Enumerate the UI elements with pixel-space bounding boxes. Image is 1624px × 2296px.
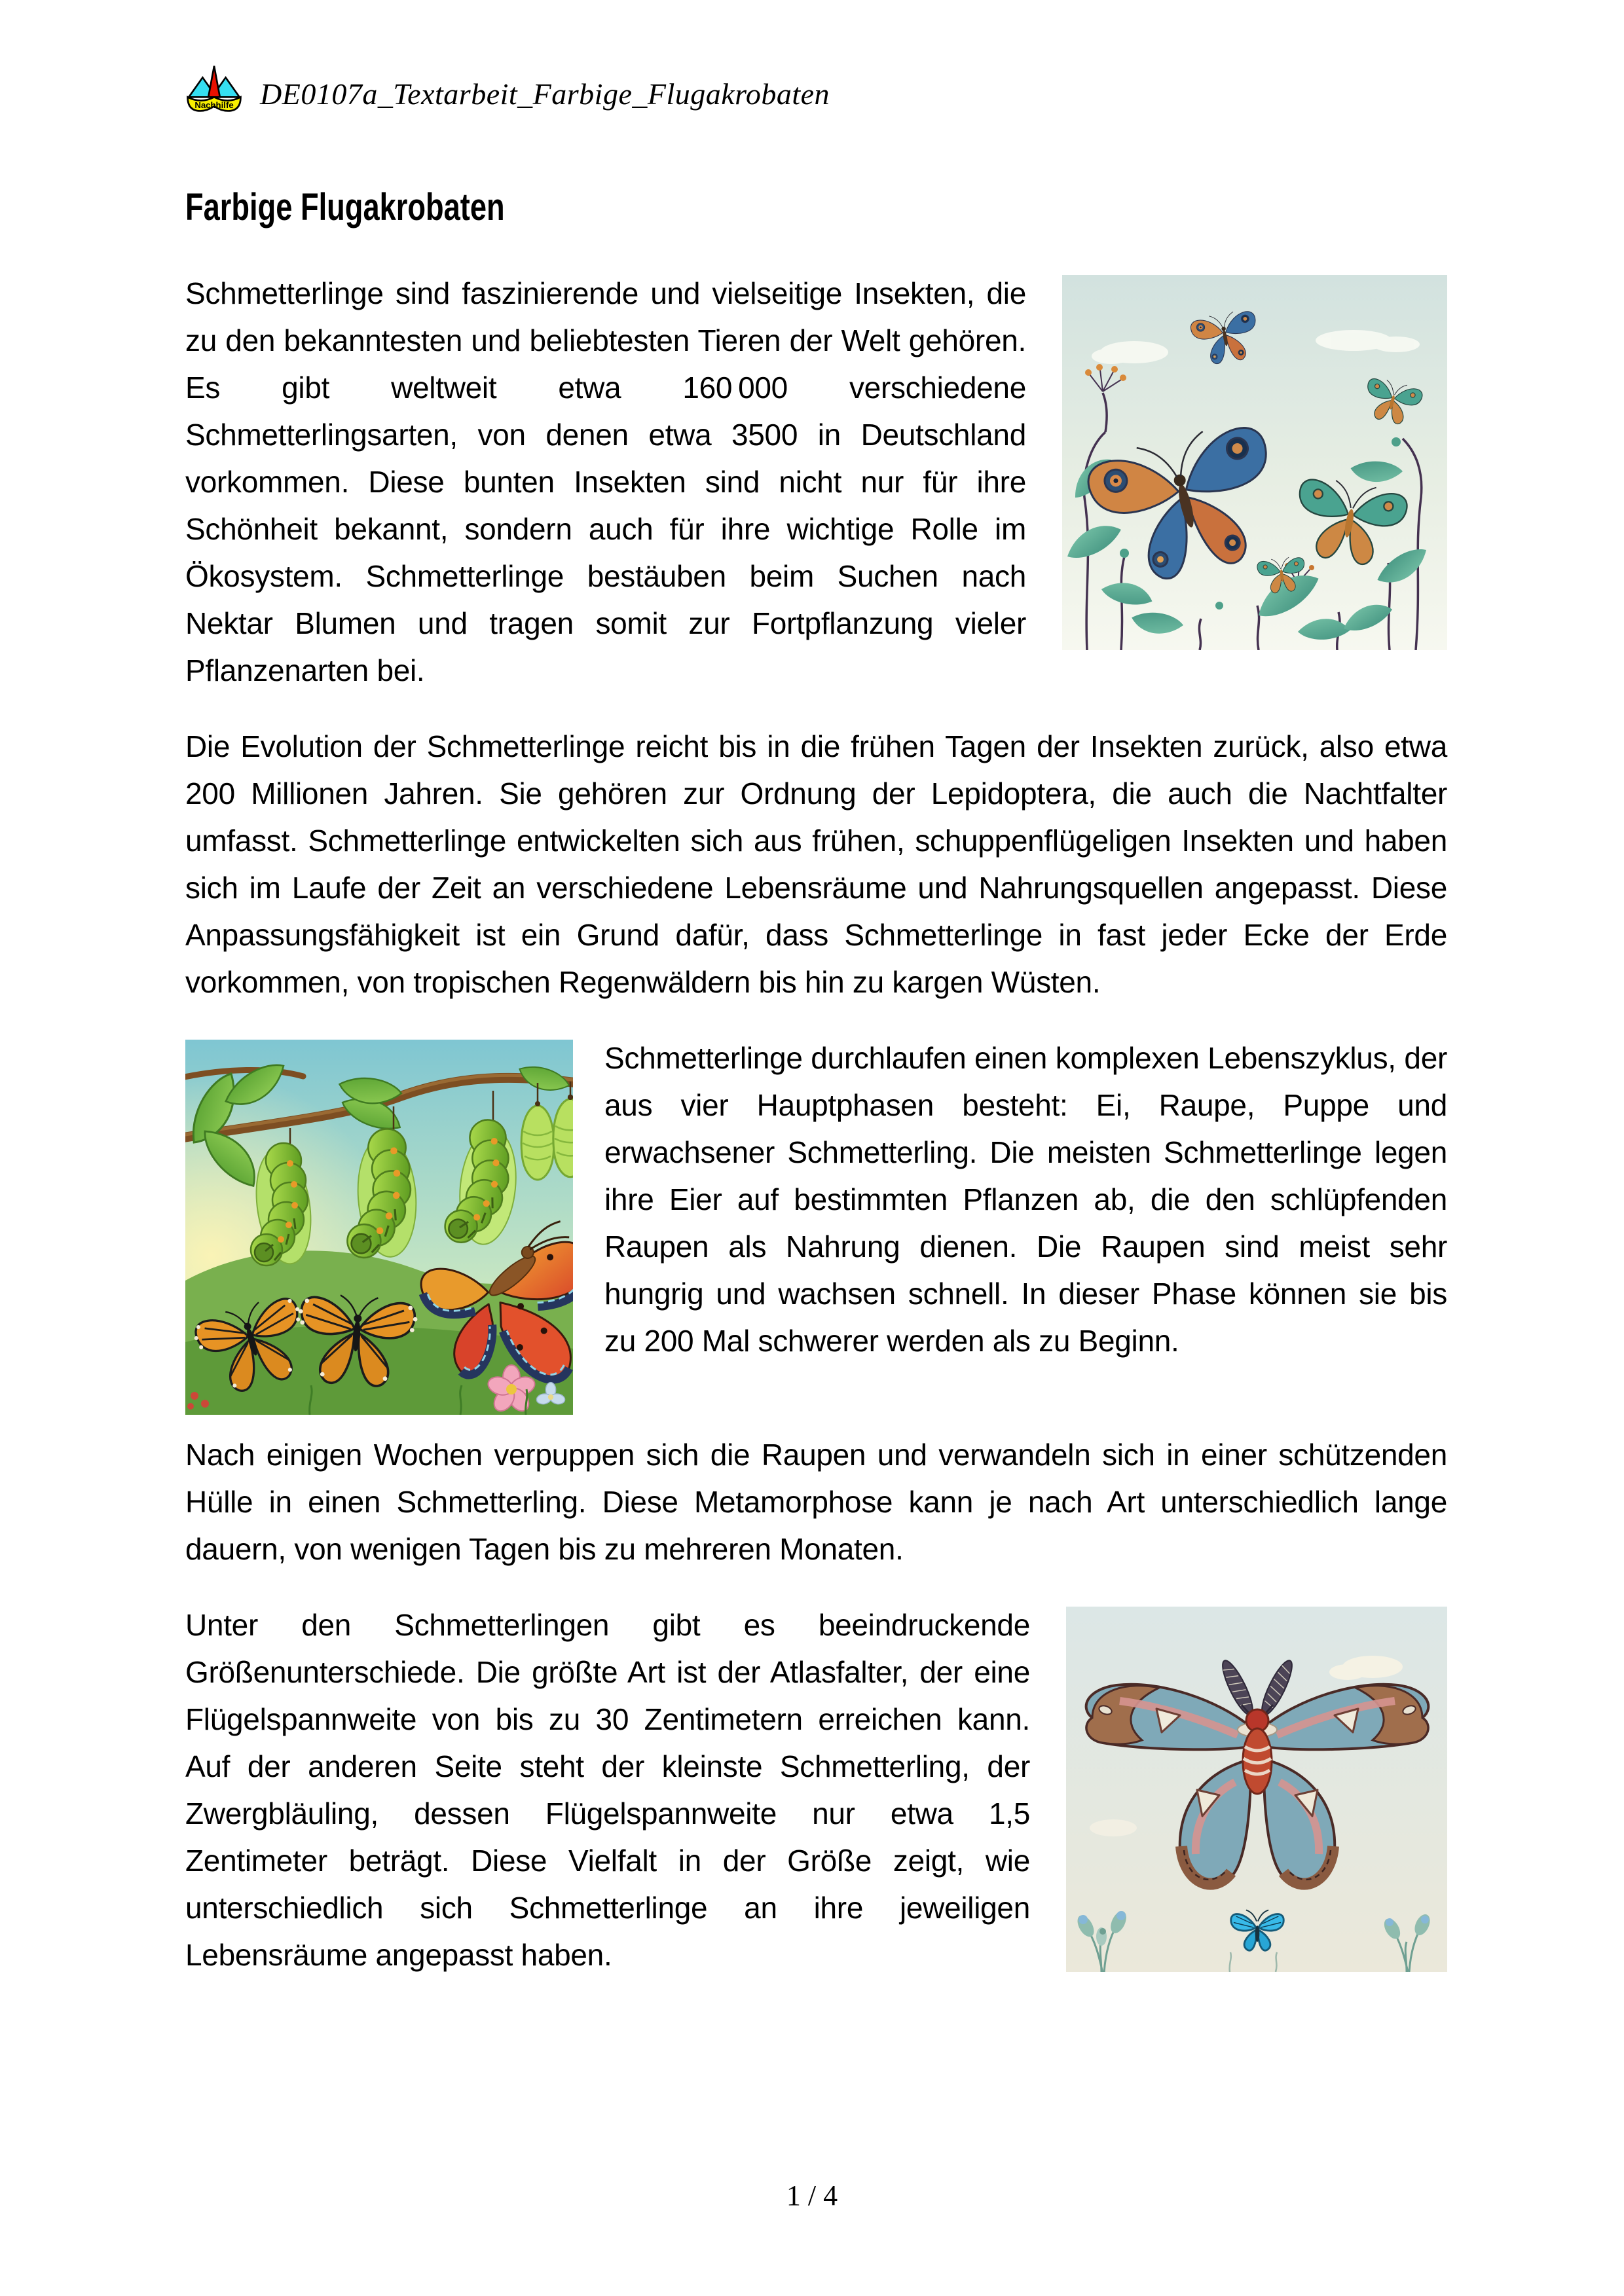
paragraph-intro: Schmetterlinge sind faszinierende und vielseitige Insekten, die zu den bekanntesten und beliebtesten Tieren der Welt gehören. Es gibt weltweit etwa 160 000 verschiedene Schmetterlingsarten, von denen etwa 3500 in Deutschland vorkommen. Diese bunten Insekten sind nicht nur für ihre Schönheit bekannt, sondern auch für ihre wichtige Rolle im Ökosystem. Schmetterlinge bestäuben beim Suchen nach Nektar Blumen und tragen somit zur Fortpflanzung vieler Pflanzenarten bei. bbox=[185, 276, 1026, 687]
butterflies-sky-illustration bbox=[1062, 275, 1447, 653]
document-header bbox=[185, 62, 1447, 117]
atlas-moth-illustration bbox=[1066, 1607, 1447, 1975]
logo-text: Nachhilfe bbox=[194, 100, 234, 111]
paragraph-metamorphosis: Nach einigen Wochen verpuppen sich die Raupen und verwandeln sich in einer schützenden Hülle in einen Schmetterling. Diese Metamorphose kann je nach Art unterschiedlich lange dauern, von wenigen Tagen bis zu mehreren Monaten. bbox=[185, 1438, 1447, 1566]
page-number: 1 / 4 bbox=[786, 2179, 838, 2212]
paragraph-lifecycle: Schmetterlinge durchlaufen einen komplexen Lebenszyklus, der aus vier Hauptphasen besteht: Ei, Raupe, Puppe und erwachsener Schmetterling. Die meisten Schmetterlinge legen ihre Eier auf bestimmten Pflanzen ab, die den schlüpfenden Raupen als Nahrung dienen. Die Raupen sind meist sehr hungrig und wachsen schnell. In dieser Phase können sie bis zu 200 Mal schwerer werden als zu Beginn. bbox=[604, 1041, 1447, 1358]
butterfly-lifecycle-illustration bbox=[185, 1040, 573, 1418]
paragraph-evolution: Die Evolution der Schmetterlinge reicht bis in die frühen Tagen der Insekten zurück, also etwa 200 Millionen Jahren. Sie gehören zur Ordnung der Lepidoptera, die auch die Nachtfalter umfasst. Schmetterlinge entwickelten sich aus frühen, schuppenflügeligen Insekten und haben sich im Laufe der Zeit an verschiedene Lebensräume und Nahrungsquellen angepasst. Diese Anpassungsfähigkeit ist ein Grund dafür, dass Schmetterlinge in fast jeder Ecke der Erde vorkommen, von tropischen Regenwäldern bis hin zu kargen Wüsten. bbox=[185, 729, 1447, 999]
paragraph-sizes: Unter den Schmetterlingen gibt es beeindruckende Größenunterschiede. Die größte Art ist der Atlasfalter, der eine Flügelspannweite von bis zu 30 Zentimetern erreichen kann. Auf der anderen Seite steht der kleinste Schmetterling, der Zwergbläuling, dessen Flügelspannweite nur etwa 1,5 Zentimeter beträgt. Diese Vielfalt in der Größe zeigt, wie unterschiedlich sich Schmetterlinge an ihre jeweiligen Lebensräume angepasst haben. bbox=[185, 1608, 1030, 1972]
page-title: Farbige Flugakrobaten bbox=[185, 186, 505, 228]
document-id: DE0107a_Textarbeit_Farbige_Flugakrobaten bbox=[260, 77, 830, 111]
nachhilfe-logo-icon bbox=[185, 62, 243, 116]
